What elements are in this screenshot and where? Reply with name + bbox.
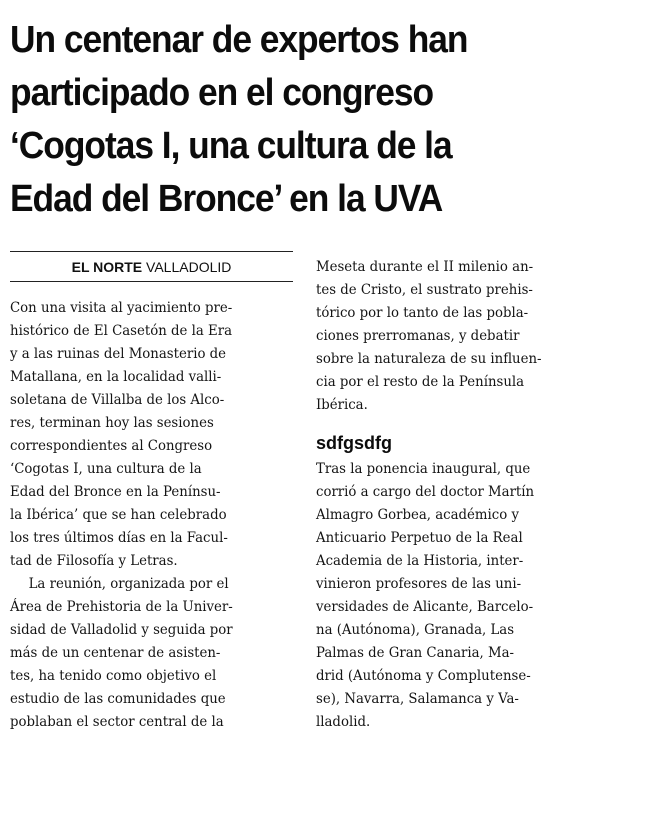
body-line: drid (Autónoma y Complutense- bbox=[316, 668, 531, 684]
body-line: res, terminan hoy las sesiones bbox=[10, 415, 214, 431]
headline-line: Edad del Bronce’ en la UVA bbox=[10, 178, 443, 220]
body-line: Tras la ponencia inaugural, que bbox=[316, 461, 531, 477]
body-line: soletana de Villalba de los Alco- bbox=[10, 392, 225, 408]
byline-divider-top bbox=[10, 251, 293, 252]
byline-divider-bottom bbox=[10, 281, 293, 282]
body-line: y a las ruinas del Monasterio de bbox=[10, 346, 227, 362]
headline bbox=[10, 14, 646, 226]
body-line: más de un centenar de asisten- bbox=[10, 645, 221, 661]
headline-line: ‘Cogotas I, una cultura de la bbox=[10, 125, 452, 167]
body-line: Palmas de Gran Canaria, Ma- bbox=[316, 645, 515, 661]
body-line: histórico de El Casetón de la Era bbox=[10, 323, 233, 339]
body-line: tórico por lo tanto de las pobla- bbox=[316, 305, 529, 321]
body-line: lladolid. bbox=[316, 714, 371, 730]
body-line: la Ibérica’ que se han celebrado bbox=[10, 507, 227, 523]
subheading: sdfgsdfg bbox=[316, 433, 392, 453]
body-line: Ibérica. bbox=[316, 397, 368, 413]
byline-location: VALLADOLID bbox=[146, 259, 232, 275]
body-line: estudio de las comunidades que bbox=[10, 691, 226, 707]
body-line: Anticuario Perpetuo de la Real bbox=[316, 530, 523, 546]
body-line: correspondientes al Congreso bbox=[10, 438, 213, 454]
body-line: Meseta durante el II milenio an- bbox=[316, 259, 534, 275]
body-line: Con una visita al yacimiento pre- bbox=[10, 300, 233, 316]
body-line: Academia de la Historia, inter- bbox=[316, 553, 524, 569]
body-line: Almagro Gorbea, académico y bbox=[316, 507, 519, 523]
body-line: Área de Prehistoria de la Univer- bbox=[10, 599, 233, 615]
body-line: corrió a cargo del doctor Martín bbox=[316, 484, 535, 500]
right-column bbox=[316, 256, 600, 734]
byline bbox=[10, 256, 293, 278]
body-line: poblaban el sector central de la bbox=[10, 714, 224, 730]
body-line: Matallana, en la localidad valli- bbox=[10, 369, 222, 385]
body-line: tes de Cristo, el sustrato prehis- bbox=[316, 282, 533, 298]
body-line: los tres últimos días en la Facul- bbox=[10, 530, 228, 546]
body-line: na (Autónoma), Granada, Las bbox=[316, 622, 515, 638]
body-line: tes, ha tenido como objetivo el bbox=[10, 668, 217, 684]
body-line: vinieron profesores de las uni- bbox=[316, 576, 522, 592]
body-line: ciones prerromanas, y debatir bbox=[316, 328, 520, 344]
body-line: ‘Cogotas I, una cultura de la bbox=[10, 461, 202, 477]
body-line: sidad de Valladolid y seguida por bbox=[10, 622, 233, 638]
left-column bbox=[10, 297, 294, 734]
body-line: se), Navarra, Salamanca y Va- bbox=[316, 691, 519, 707]
headline-line: participado en el congreso bbox=[10, 72, 434, 114]
body-line: La reunión, organizada por el bbox=[28, 576, 229, 592]
byline-source: EL NORTE bbox=[71, 259, 143, 275]
headline-line: Un centenar de expertos han bbox=[10, 19, 468, 61]
body-line: sobre la naturaleza de su influen- bbox=[316, 351, 542, 367]
body-line: versidades de Alicante, Barcelo- bbox=[316, 599, 534, 615]
body-line: cia por el resto de la Península bbox=[316, 374, 525, 390]
body-line: Edad del Bronce en la Penínsu- bbox=[10, 484, 221, 500]
body-line: tad de Filosofía y Letras. bbox=[10, 553, 178, 569]
